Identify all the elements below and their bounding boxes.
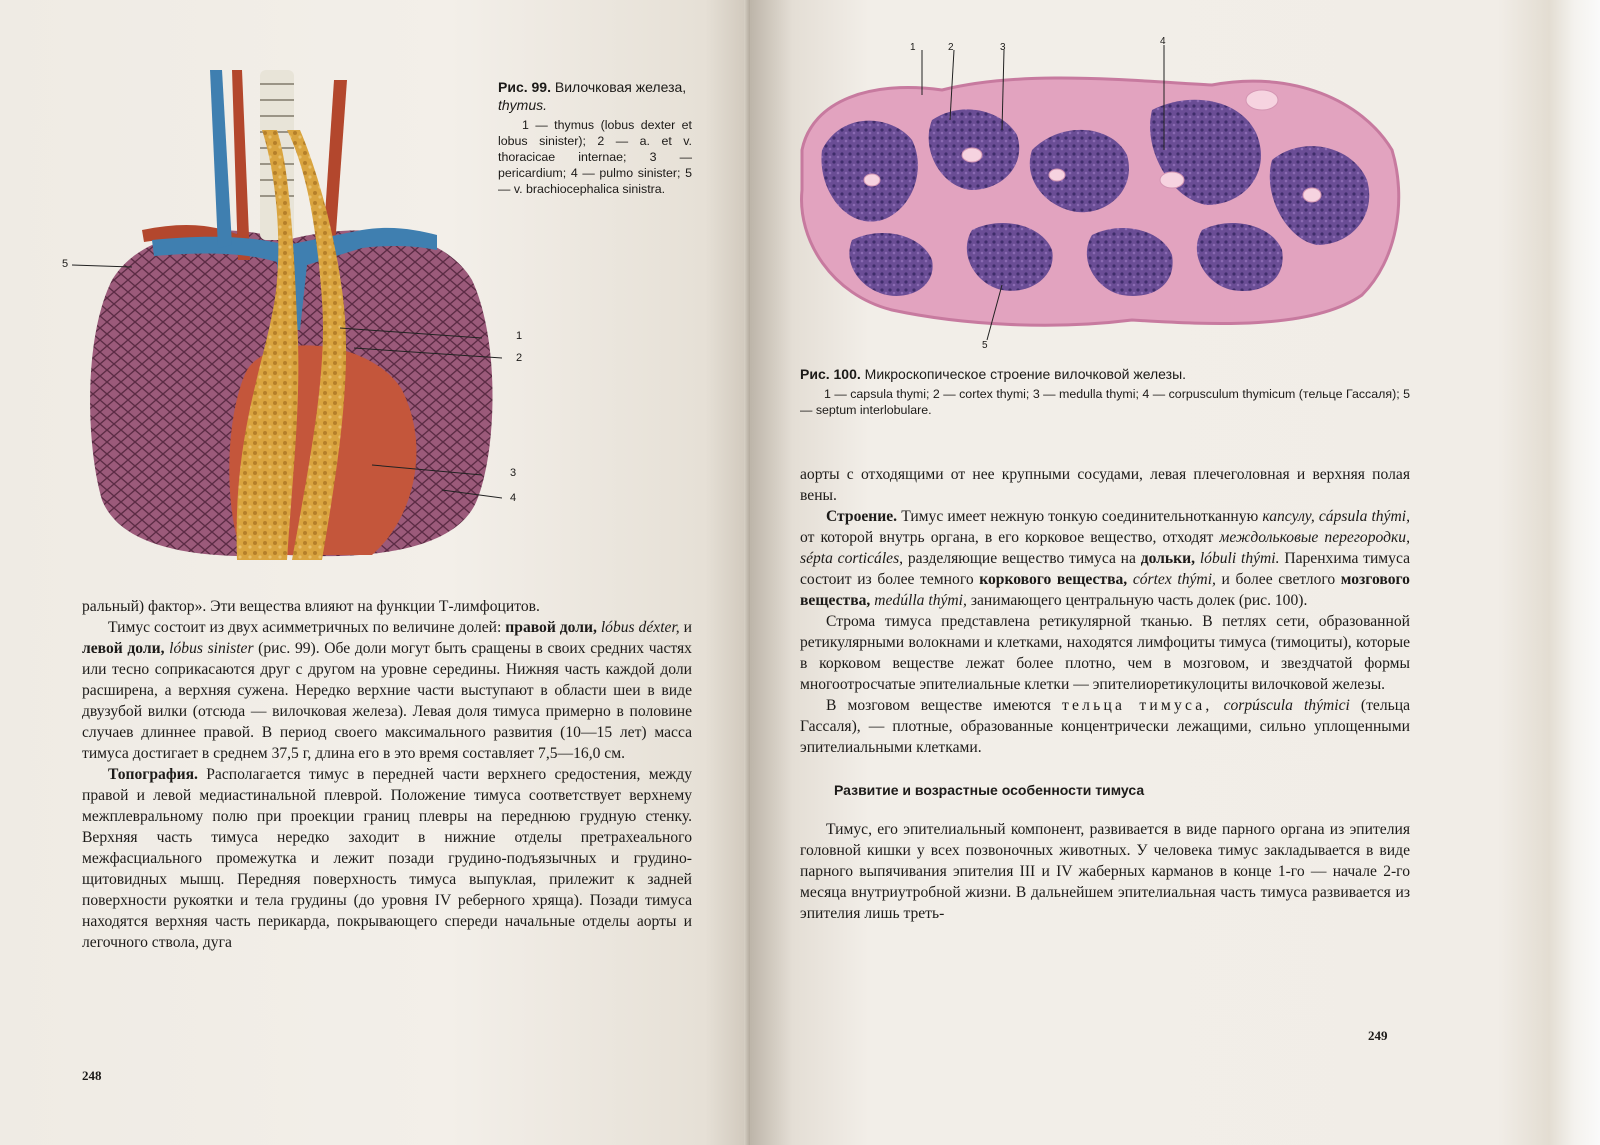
thymus-micrograph (792, 40, 1412, 345)
right-body-text (800, 464, 1410, 924)
fig100-label-2: 2 (948, 42, 954, 53)
fig100-label-4: 4 (1160, 36, 1166, 47)
thymus-illustration (72, 70, 502, 570)
right-para-development: Тимус, его эпителиальный компонент, развивается в виде парного органа из эпителия головной кишки у всех позвоночных животных. У человека тимус закладывается в виде парного выпячивания эпителия III и IV жаберных карманов в конце 1-го — начале 2-го месяца внутриутробной жизни. В дальнейшем эпителиальная часть тимуса развивается из эпителия лишь треть- (800, 821, 1410, 922)
fig99-title-text: Вилочковая железа, (554, 79, 687, 95)
fig100-label-1: 1 (910, 42, 916, 53)
fig99-label-4: 4 (510, 492, 517, 504)
right-page-number: 249 (1368, 1028, 1388, 1043)
fig100-label-3: 3 (1000, 42, 1006, 53)
fig99-label-1: 1 (516, 330, 523, 342)
fig100-caption (800, 365, 1410, 418)
fig99-title-prefix: Рис. 99. (498, 79, 551, 95)
right-para-stroma: Строма тимуса представлена ретикулярной тканью. В петлях сети, образованной ретикулярными волокнами и клетками, находятся лимфоциты тимуса (тимоциты), которые в корковом веществе лежат более плотно, чем в мозговом, и звездчатой формы многоотросчатые эпителиальные клетки — эпителиоретикулоциты вилочковой железы. (800, 613, 1410, 693)
fig99-label-3: 3 (510, 467, 517, 479)
fig100-title-text: Микроскопическое строение вилочковой железы. (864, 366, 1187, 382)
right-para-continued: аорты с отходящими от нее крупными сосудами, левая плечеголовная и верхняя полая вены. (800, 466, 1410, 504)
fig99-title-latin: thymus. (498, 97, 548, 113)
left-para-continued: ральный) фактор». Эти вещества влияют на функции Т-лимфоцитов. (82, 598, 540, 615)
section-heading: Развитие и возрастные особенности тимуса (834, 782, 1145, 798)
left-para-topography: Топография. Располагается тимус в передней части верхнего средостения, между правой и левой медиастинальной плеврой. Положение тимуса соответствует верхнему межплевральному полю при проекции границ плевры на переднюю грудную стенку. Верхняя часть тимуса нередко заходит в нижние отделы претрахеального межфасциального промежутка и лежит позади грудино-подъязычных и грудино-щитовидных мышц. Передняя поверхность тимуса выпуклая, прилежит к задней поверхности рукоятки и тела грудины (до уровня IV реберного хряща). Позади тимуса находятся верхняя часть перикарда, покрывающего спереди начальные отделы аорты и легочного ствола, дуга (82, 766, 692, 951)
left-body-text (82, 596, 692, 953)
left-page (0, 0, 750, 1145)
right-para-structure: Строение. Тимус имеет нежную тонкую соединительнотканную капсулу, cápsula thými, от которой внутрь органа, в его корковое вещество, отходят междольковые перегородки, sépta corticáles, разделяющие вещество тимуса на дольки, lóbuli thými. Паренхима тимуса состоит из более темного коркового вещества, córtex thými, и более светлого мозгового вещества, medúlla thými, занимающего центральную часть долек (рис. 100). (800, 508, 1411, 609)
right-page (750, 0, 1600, 1145)
fig99-legend: 1 — thymus (lobus dexter et lobus sinister); 2 — a. et v. thoracicae internae; 3 — pericardium; 4 — pulmo sinister; 5 — v. brachiocephalica sinistra. (498, 118, 692, 196)
left-page-number: 248 (82, 1068, 102, 1083)
fig100-legend: 1 — capsula thymi; 2 — cortex thymi; 3 — medulla thymi; 4 — corpusculum thymicum (тельце Гассаля); 5 — septum interlobulare. (800, 387, 1410, 417)
fig99-label-5: 5 (62, 258, 69, 270)
fig100-title-prefix: Рис. 100. (800, 366, 861, 382)
fig99-label-2: 2 (516, 352, 523, 364)
right-para-hassall: В мозговом веществе имеются тельца тимуса, corpúscula thýmici (тельца Гассаля), — плотные, образованные концентрически лежащими, сильно уплощенными эпителиальными клетками. (800, 697, 1411, 756)
fig100-label-5: 5 (982, 340, 988, 351)
fig99-caption (498, 78, 692, 197)
left-para-lobes: Тимус состоит из двух асимметричных по величине долей: правой доли, lóbus déxter, и левой доли, lóbus sinister (рис. 99). Обе доли могут быть сращены в своих средних частях или тесно соприкасаются друг с другом на уровне середины. Нижняя часть каждой доли расширена, а верхняя сужена. Нередко верхние части выступают в области шеи в виде двузубой вилки (отсюда — вилочковая железа). Левая доля тимуса примерно в половине случаев длиннее правой. В период своего максимального развития (10—15 лет) масса тимуса достигает в среднем 37,5 г, длина его в это время составляет 7,5—16,0 см. (82, 619, 692, 762)
